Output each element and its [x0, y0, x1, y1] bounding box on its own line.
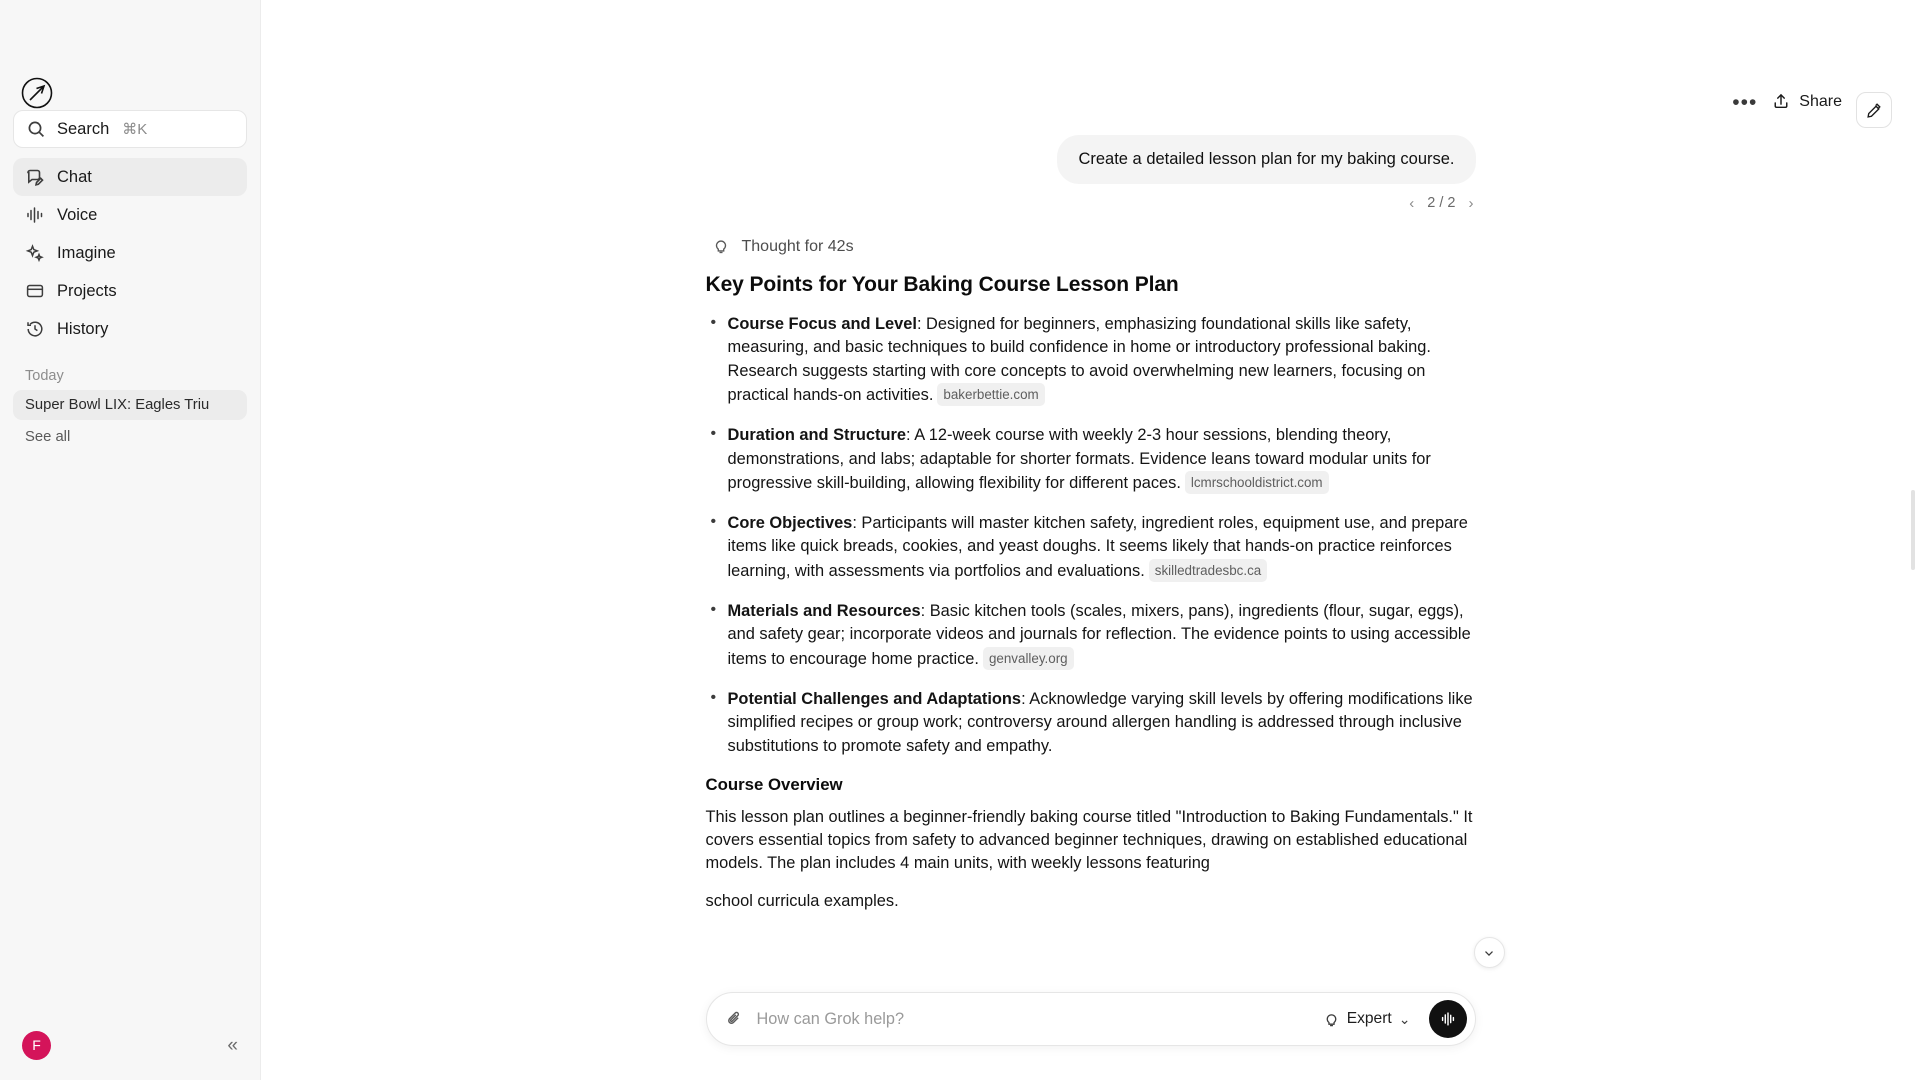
mode-label: Expert	[1346, 1010, 1392, 1027]
list-item	[706, 600, 1476, 671]
search-shortcut: ⌘K	[122, 121, 148, 138]
chat-icon	[25, 167, 45, 187]
sidebar-item-label: History	[57, 319, 109, 338]
share-label: Share	[1799, 93, 1842, 110]
voice-waveform-icon	[1439, 1010, 1457, 1028]
thought-summary[interactable]	[712, 237, 1476, 257]
sidebar-item-imagine[interactable]	[13, 234, 247, 272]
more-options-button[interactable]: •••	[1732, 91, 1758, 114]
sidebar-item-chat[interactable]	[13, 158, 247, 196]
point-text: : Acknowledge varying skill levels by offering modifications like simplified recipes or group work; controversy around allergen handling is addressed through inclusive substitutions to promote safety and empathy.	[727, 689, 1473, 755]
avatar[interactable]: F	[22, 1031, 51, 1060]
lightbulb-icon	[712, 237, 732, 257]
search-input[interactable]	[13, 110, 247, 148]
grok-logo-icon[interactable]	[20, 76, 54, 110]
voice-mode-button[interactable]	[1429, 1000, 1467, 1038]
user-message-row	[706, 135, 1476, 184]
list-item	[706, 424, 1476, 495]
chevron-down-icon: ⌄	[1398, 1010, 1411, 1027]
share-upload-icon	[1771, 92, 1791, 112]
sidebar-item-history[interactable]	[13, 310, 247, 348]
sidebar-item-voice[interactable]	[13, 196, 247, 234]
sidebar-item-label: Projects	[57, 281, 117, 300]
history-group-label: Today	[25, 368, 64, 384]
sidebar-item-projects[interactable]	[13, 272, 247, 310]
citation-chip[interactable]: bakerbettie.com	[937, 383, 1044, 406]
section-body-tail: school curricula examples.	[705, 891, 899, 910]
history-section	[0, 348, 260, 452]
user-message: Create a detailed lesson plan for my baking course.	[1057, 135, 1475, 184]
point-text: : A 12-week course with weekly 2-3 hour sessions, blending theory, demonstrations, and labs; adaptable for shorter formats. Evidence leans toward modular units for progressive skill-building, allowing flexibility for different paces.	[727, 426, 1431, 492]
point-label: Potential Challenges and Adaptations	[727, 689, 1022, 708]
message-thread	[706, 135, 1476, 913]
top-bar	[261, 0, 1920, 135]
compose-icon	[1866, 102, 1883, 119]
history-clock-icon	[25, 319, 45, 339]
mode-selector[interactable]	[1319, 1005, 1417, 1033]
main-area	[261, 0, 1920, 1080]
prev-response-button[interactable]: ‹	[1409, 194, 1415, 212]
answer-title: Key Points for Your Baking Course Lesson Plan	[705, 273, 1179, 297]
scroll-to-bottom-button[interactable]	[1474, 937, 1505, 968]
projects-folder-icon	[25, 281, 45, 301]
composer[interactable]	[706, 992, 1476, 1046]
point-label: Materials and Resources	[727, 602, 921, 621]
list-item	[706, 688, 1476, 758]
citation-chip[interactable]: lcmrschooldistrict.com	[1185, 471, 1329, 494]
collapse-sidebar-button[interactable]: «	[227, 1034, 238, 1056]
new-chat-button[interactable]	[1856, 92, 1892, 128]
point-text: : Designed for beginners, emphasizing foundational skills like safety, measuring, and basic techniques to build confidence in home or introductory professional baking. Research suggests starting with core concepts to avoid overwhelming new learners, focusing on practical hands-on activities.	[727, 315, 1431, 404]
point-text: : Participants will master kitchen safety, ingredient roles, equipment use, and prepare items like quick breads, cookies, and yeast doughs. It seems likely that hands-on practice reinforces learning, with assessments via portfolios and evaluations.	[727, 514, 1468, 580]
key-points-list	[706, 313, 1476, 758]
point-label: Core Objectives	[727, 514, 853, 533]
sidebar-item-label: Voice	[57, 205, 98, 224]
sidebar-item-label: Chat	[57, 167, 92, 186]
point-label: Course Focus and Level	[727, 315, 917, 334]
list-item	[706, 313, 1476, 407]
conversation-scroll[interactable]	[261, 135, 1920, 1080]
chevron-down-icon	[1482, 946, 1496, 960]
chat-input[interactable]: How can Grok help?	[756, 1009, 905, 1028]
point-text: : Basic kitchen tools (scales, mixers, pans), ingredients (flour, sugar, eggs), and safety gear; incorporate videos and journals for reflection. The evidence points to using accessible items to encourage home practice.	[727, 602, 1471, 668]
response-pager	[706, 195, 1474, 211]
citation-chip[interactable]: skilledtradesbc.ca	[1149, 559, 1267, 582]
section-title: Course Overview	[705, 774, 843, 794]
logo-row	[0, 0, 260, 110]
history-item[interactable]: Super Bowl LIX: Eagles Triu	[13, 390, 247, 420]
see-all-link[interactable]: See all	[25, 429, 71, 445]
point-label: Duration and Structure	[727, 426, 906, 445]
search-label: Search	[57, 119, 110, 138]
next-response-button[interactable]: ›	[1468, 194, 1474, 212]
voice-waveform-icon	[25, 205, 45, 225]
list-item	[706, 512, 1476, 583]
sidebar-nav	[0, 110, 260, 348]
section-body: This lesson plan outlines a beginner-friendly baking course titled "Introduction to Baking Fundamentals." It covers essential topics from safety to advanced beginner techniques, drawing on established educational models. The plan includes 4 main units, with weekly lessons featuring	[705, 807, 1473, 873]
imagine-sparkle-icon	[25, 243, 45, 263]
thought-label: Thought for 42s	[741, 238, 854, 256]
pager-count: 2 / 2	[1427, 195, 1456, 212]
paperclip-icon[interactable]	[725, 1009, 745, 1029]
scrollbar[interactable]	[1911, 490, 1915, 570]
sidebar-footer	[0, 1010, 260, 1080]
lightbulb-icon	[1323, 1011, 1340, 1028]
citation-chip[interactable]: genvalley.org	[983, 647, 1074, 670]
share-button[interactable]	[1771, 92, 1842, 112]
sidebar-item-label: Imagine	[57, 243, 116, 262]
search-icon	[26, 119, 46, 139]
sidebar	[0, 0, 261, 1080]
